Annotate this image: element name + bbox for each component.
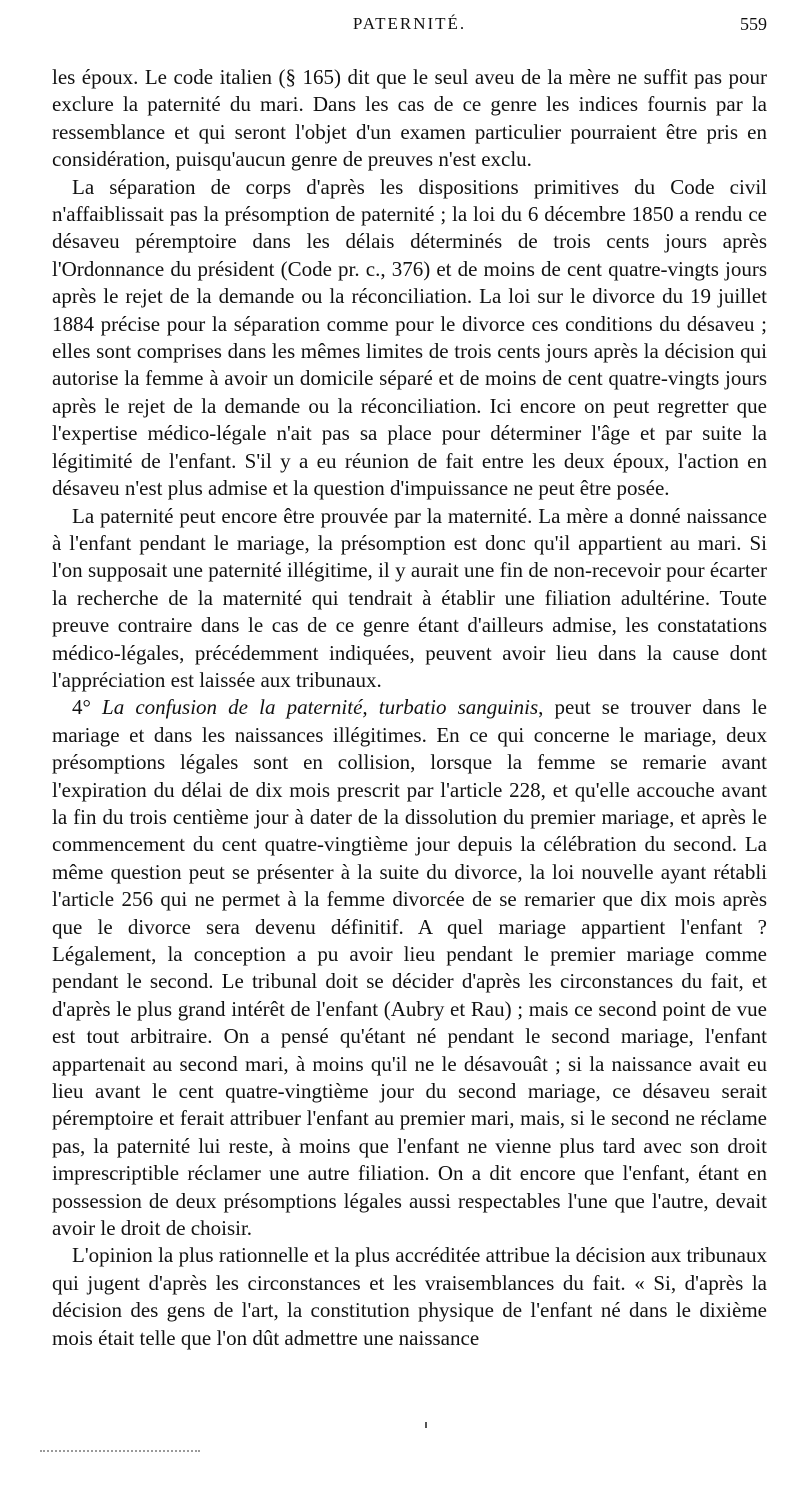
paragraph-4-italic-term: La confusion de la paternité, turbatio sanguinis <box>102 695 539 720</box>
paragraph-2-text: La séparation de corps d'après les dispositions primitives du Code civil n'affaiblissait pas la présomption de paternité ; la loi du 6 décembre 1850 a rendu ce désaveu péremptoire dans les délais déterminés de trois cents jours après l'Ordonnance du président (Code pr. c., 376) et de moins de cent quatre-vingts jours après le rejet de la demande ou la réconciliation. La loi sur le divorce du 19 juillet 1884 précise pour la séparation comme pour le divorce ces conditions du désaveu ; elles sont comprises dans les mêmes limites de trois cents jours après la décision qui autorise la femme à avoir un domicile séparé et de moins de cent quatre-vingts jours après le rejet de la demande ou la réconciliation. Ici encore on peut regretter que l'expertise médico-légale n'ait pas sa place pour déterminer l'âge et par suite la légitimité de l'enfant. S'il y a eu réunion de fait entre les deux époux, l'action en désaveu n'est plus admise et la question d'impuissance ne peut être posée. <box>52 174 767 501</box>
paragraph-1 <box>52 64 767 174</box>
paragraph-5-text: L'opinion la plus rationnelle et la plus accréditée attribue la décision aux tribunaux qui jugent d'après les circonstances et les vraisemblances du fait. « Si, d'après la décision des gens de l'art, la constitution physique de l'enfant né dans le dixième mois était telle que l'on dût admettre une naissance <box>52 1243 767 1350</box>
body-text <box>52 64 767 1352</box>
page-header <box>52 8 767 42</box>
running-head: PATERNITÉ. <box>352 14 467 33</box>
paragraph-3 <box>52 503 767 695</box>
paragraph-1-text: les époux. Le code italien (§ 165) dit que le seul aveu de la mère ne suffit pas pour exclure la paternité du mari. Dans les cas de ce genre les indices fournis par la ressemblance et qui seront l'objet d'un examen particulier pourraient être pris en considération, puisqu'aucun genre de preuves n'est exclu. <box>52 65 767 172</box>
paragraph-4 <box>52 694 767 1242</box>
paragraph-5 <box>52 1242 767 1352</box>
footer-dotted-rule <box>40 1450 200 1460</box>
stray-ink-mark <box>425 1422 427 1428</box>
paragraph-2 <box>52 174 767 503</box>
page-number: 559 <box>740 14 767 34</box>
paragraph-3-text: La paternité peut encore être prouvée par la maternité. La mère a donné naissance à l'enfant pendant le mariage, la présomption est donc qu'il appartient au mari. Si l'on supposait une paternité illégitime, il y aurait une fin de non-recevoir pour écarter la recherche de la maternité qui tendrait à établir une filiation adultérine. Toute preuve contraire dans le cas de ce genre étant d'ailleurs admise, les constatations médico-légales, précédemment indiquées, peuvent avoir lieu dans la cause dont l'appréciation est laissée aux tribunaux. <box>52 503 767 692</box>
paragraph-4-text: , peut se trouver dans le mariage et dans les naissances illégitimes. En ce qui concerne le mariage, deux présomptions légales sont en collision, lorsque la femme se remarie avant l'expiration du délai de dix mois prescrit par l'article 228, et qu'elle accouche avant la fin du trois centième jour à dater de la dissolution du premier mariage, et après le commencement du cent quatre-vingtième jour depuis la célébration du second. La même question peut se présenter à la suite du divorce, la loi nouvelle ayant rétabli l'article 256 qui ne permet à la femme divorcée de se remarier que dix mois après que le divorce sera devenu définitif. A quel mariage appartient l'enfant ? Légalement, la conception a pu avoir lieu pendant le premier mariage comme pendant le second. Le tribunal doit se décider d'après les circonstances du fait, et d'après le plus grand intérêt de l'enfant (Aubry et Rau) ; mais ce second point de vue est tout arbitraire. On a pensé qu'étant né pendant le second mariage, l'enfant appartenait au second mari, à moins qu'il ne le désavouât ; si la naissance avait eu lieu avant le cent quatre-vingtième jour du second mariage, ce désaveu serait péremptoire et ferait attribuer l'enfant au premier mari, mais, si le second ne réclame pas, la paternité lui reste, à moins que l'enfant ne vienne plus tard avec son droit imprescriptible réclamer une autre filiation. On a dit encore que l'enfant, étant en possession de deux présomptions légales aussi respectables l'une que l'autre, devait avoir le droit de choisir. <box>52 695 767 1241</box>
paragraph-4-number: 4° <box>72 695 103 720</box>
